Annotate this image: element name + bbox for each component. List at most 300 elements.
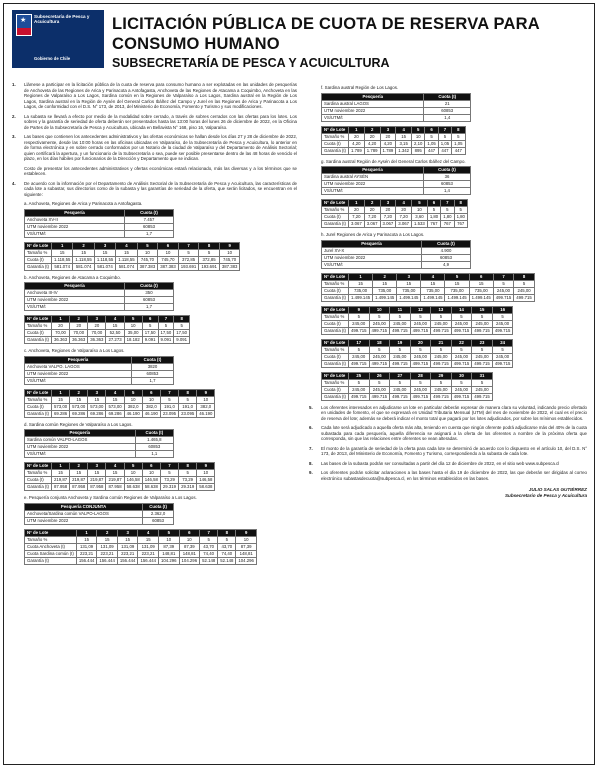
paragraph <box>309 446 587 457</box>
lot-cell: 5 <box>369 313 390 320</box>
lot-header-cell: N° de Lote <box>322 126 349 133</box>
lot-cell: 1,80 <box>441 214 454 221</box>
lot-cell: 245,00 <box>472 353 493 360</box>
info-header-cell: Pesquería <box>322 167 424 174</box>
lot-cell: 15 <box>106 323 124 330</box>
info-row <box>25 377 174 384</box>
info-header-row <box>25 209 174 216</box>
lot-header-cell: 2 <box>373 273 397 280</box>
lot-cell: 20 <box>88 323 106 330</box>
lot-cell: Tamaño % <box>322 346 349 353</box>
lot-cell: 223,21 <box>138 550 159 557</box>
lot-cell: 9.091 <box>174 337 190 344</box>
fishery-info-table <box>24 209 174 238</box>
info-cell: 1,7 <box>125 230 174 237</box>
lot-cell: 245,00 <box>348 320 369 327</box>
info-cell: 60853 <box>423 181 470 188</box>
lot-cell: 499.715 <box>390 393 411 400</box>
info-cell: Sardina austral AYSÉN <box>322 174 424 181</box>
lot-header-cell: 9 <box>348 306 369 313</box>
lot-cell: 36.363 <box>88 337 106 344</box>
document-header <box>112 14 582 70</box>
info-cell: UTM noviembre 2022 <box>25 370 132 377</box>
info-cell: 1,1 <box>135 451 173 458</box>
info-cell: VS/UTM/t <box>322 261 422 268</box>
info-cell: 60853 <box>131 370 173 377</box>
lot-cell: 193.691 <box>178 263 199 270</box>
lot-cell: 735,00 <box>373 287 397 294</box>
lot-header-cell: 4 <box>396 126 412 133</box>
lot-header-cell: 4 <box>396 200 412 207</box>
lot-cell: 20 <box>380 133 396 140</box>
lot-header-cell: 24 <box>492 339 513 346</box>
table-row <box>322 207 468 214</box>
lot-cell: 87.958 <box>51 484 69 491</box>
table-row <box>322 214 468 221</box>
lot-header-row <box>322 273 535 280</box>
section-label: h. Jurel Regiones de Arica y Parinacota a Los Lagos. <box>321 232 425 237</box>
lot-cell: 87.958 <box>106 484 124 491</box>
lot-header-cell: 17 <box>348 339 369 346</box>
lot-cell: 1.118,55 <box>73 256 94 263</box>
info-cell: UTM noviembre 2022 <box>322 181 424 188</box>
lot-cell: 5 <box>410 313 431 320</box>
info-cell: 60853 <box>125 223 174 230</box>
lot-header-cell: N° de Lote <box>25 463 52 470</box>
lot-cell: 5 <box>472 379 493 386</box>
lot-cell: 219,87 <box>51 477 69 484</box>
lot-header-row <box>25 529 257 536</box>
lot-cell: 499.715 <box>348 360 369 367</box>
table-row <box>25 557 257 564</box>
lot-cell: Cuota Sardina común (t) <box>25 550 77 557</box>
lot-cell: 499.715 <box>493 294 514 301</box>
lot-cell: 3.067 <box>380 221 396 228</box>
lot-cell: 499.715 <box>369 393 390 400</box>
lot-cell: 36.363 <box>51 337 69 344</box>
lot-cell: 1.499.145 <box>445 294 469 301</box>
table-row <box>322 280 535 287</box>
info-cell: Anchoveta III-IV <box>25 290 125 297</box>
lot-cell: Tamaño % <box>25 396 52 403</box>
lot-cell: 87.958 <box>70 484 88 491</box>
table-row <box>322 386 493 393</box>
lot-header-cell: 2 <box>70 389 88 396</box>
lot-cell: 223,21 <box>97 550 118 557</box>
paragraph <box>12 82 297 110</box>
table-row <box>322 353 513 360</box>
lot-cell: 499.715 <box>348 327 369 334</box>
lot-cell: Cuota (t) <box>322 287 349 294</box>
lot-cell: 745,70 <box>158 256 179 263</box>
info-header-cell: Cuota (t) <box>125 209 174 216</box>
info-row <box>25 290 174 297</box>
lot-cell: 15 <box>94 249 115 256</box>
lot-cell: 5 <box>514 280 535 287</box>
lot-cell: Garantía (t) <box>25 263 52 270</box>
info-header-row <box>25 503 174 510</box>
info-row <box>25 223 174 230</box>
paragraph <box>12 166 297 177</box>
lot-cell: 23.095 <box>179 410 197 417</box>
lot-cell: 17,50 <box>174 330 190 337</box>
lot-header-cell: 6 <box>142 316 158 323</box>
lot-cell: 69.286 <box>51 410 69 417</box>
info-row <box>25 517 174 524</box>
lot-cell: 70,00 <box>88 330 106 337</box>
lot-cell: 245,00 <box>348 386 369 393</box>
lot-header-cell: 2 <box>70 316 88 323</box>
lot-cell: 10 <box>159 536 180 543</box>
lot-cell: 245,00 <box>492 353 513 360</box>
lot-cell: 10 <box>219 249 240 256</box>
paragraph <box>309 405 587 422</box>
signature-name: JULIO SALAS GUTIÉRREZ <box>528 487 587 492</box>
lot-cell: 17,50 <box>158 330 174 337</box>
lot-cell: 5 <box>451 346 472 353</box>
lot-header-cell: 5 <box>445 273 469 280</box>
lot-cell: 23.095 <box>160 410 178 417</box>
lot-cell: 15 <box>106 470 124 477</box>
info-header-cell: Cuota (t) <box>424 93 471 100</box>
lot-header-cell: 1 <box>348 200 364 207</box>
info-cell: 3820 <box>131 363 173 370</box>
lot-cell: 223,21 <box>117 550 138 557</box>
lot-header-cell: 7 <box>178 242 199 249</box>
lot-cell: 156.444 <box>138 557 159 564</box>
paragraph-text: Llámese a participar en la licitación pública de la cuota de reserva para consumo humano a ser explotadas en las unidades de pesquerías de Anchoveta de las Regiones de Arica y Parinacota a Antofagasta, Anchoveta de las Regiones de Atacama a Coquimbo, Anchoveta en las Regiones de Valparaíso a Los Lagos, Sardina común en la Regiones de Valparaíso a Los Lagos, Sardina austral en la Región de Los Lagos, Sardina austral en la Región de Aysén del General Carlos Ibáñez del Campo y Jurel en las Regiones de Arica y Parinacota a Los Lagos, de conformidad con el D.S. N° 173, de 2013, del Ministerio de Economía, Fomento y Turismo y sus modificaciones. <box>24 82 297 109</box>
lot-header-cell: 1 <box>51 242 72 249</box>
fishery-info-table <box>321 93 471 122</box>
lot-header-cell: 4 <box>421 273 445 280</box>
lot-cell: Garantía (t) <box>322 393 349 400</box>
table-row <box>25 403 215 410</box>
lot-header-cell: 6 <box>469 273 493 280</box>
lot-cell: 5 <box>454 207 467 214</box>
lot-header-cell: 5 <box>159 529 180 536</box>
lot-header-cell: 8 <box>179 463 197 470</box>
info-row <box>25 216 174 223</box>
lot-cell: 581.074 <box>94 263 115 270</box>
info-cell: UTM noviembre 2022 <box>322 107 424 114</box>
lot-header-cell: 25 <box>348 372 369 379</box>
table-row <box>25 330 190 337</box>
lot-cell: Cuota Anchoveta (t) <box>25 543 77 550</box>
signature <box>309 487 587 498</box>
lot-cell: 5 <box>425 133 438 140</box>
fishery-info-table <box>24 356 174 385</box>
lot-header-cell: 7 <box>160 389 178 396</box>
section-label: d. Sardina común Regiones de Valparaíso a Los Lagos. <box>24 421 133 427</box>
lot-header-cell: 1 <box>348 273 372 280</box>
lot-cell: 745,70 <box>219 256 240 263</box>
lot-cell: 156.444 <box>76 557 97 564</box>
lot-cell: 1.533 <box>412 221 428 228</box>
lot-cell: Cuota (t) <box>25 330 52 337</box>
info-row <box>322 188 471 195</box>
info-cell: 60853 <box>125 297 174 304</box>
lot-cell: 5 <box>472 346 493 353</box>
info-cell: VS/UTM/t <box>322 114 424 121</box>
lot-cell: 52.148 <box>200 557 218 564</box>
info-cell: UTM noviembre 2022 <box>25 444 136 451</box>
info-cell: 21 <box>424 100 471 107</box>
lot-header-cell: 8 <box>199 242 220 249</box>
paragraph-text: Los oferentes podrán solicitar aclaraciones a las bases hasta el día 19 de diciembre de 2022, las que deberán ser dirigidas al correo electrónico subastasdecuota@subpesca.cl, en los términos establecidos en las bases. <box>321 470 587 481</box>
lot-cell: 499.715 <box>369 360 390 367</box>
lot-cell: Tamaño % <box>322 133 349 140</box>
lot-header-cell: 1 <box>51 463 69 470</box>
paragraph-text: Las bases de la subasta podrán ser consultadas a partir del día 12 de diciembre de 2022, en el sitio web www.subpesca.cl <box>321 460 560 466</box>
lot-cell: 5 <box>199 249 220 256</box>
lot-cell: 499.715 <box>369 327 390 334</box>
lot-cell: 499.715 <box>410 327 431 334</box>
lot-cell: 131,09 <box>138 543 159 550</box>
lot-header-cell: 3 <box>88 463 106 470</box>
lot-cell: 131,09 <box>117 543 138 550</box>
lot-cell: Garantía (t) <box>322 360 349 367</box>
lot-header-cell: N° de Lote <box>322 200 349 207</box>
lot-header-cell: 28 <box>410 372 431 379</box>
lot-cell: Cuota (t) <box>25 256 52 263</box>
lot-cell: 15 <box>117 536 138 543</box>
lot-cell: 9.091 <box>142 337 158 344</box>
info-cell: 4,9 <box>422 261 471 268</box>
lot-cell: 5 <box>348 379 369 386</box>
lot-header-row <box>25 463 215 470</box>
lot-cell: 735,00 <box>469 287 493 294</box>
lot-header-cell: 9 <box>197 389 215 396</box>
signature-role: Subsecretario de Pesca y Acuicultura <box>504 492 587 498</box>
lot-cell: 1,05 <box>438 140 451 147</box>
lot-cell: 735,00 <box>421 287 445 294</box>
lot-cell: 245,00 <box>369 353 390 360</box>
lot-cell: 58.638 <box>124 484 142 491</box>
paragraph-number <box>12 166 24 177</box>
info-row <box>25 230 174 237</box>
lot-cell: 15 <box>51 396 69 403</box>
lot-header-cell: 8 <box>218 529 236 536</box>
lot-header-cell: 19 <box>390 339 411 346</box>
lot-cell: 4,20 <box>348 140 364 147</box>
lot-cell: 499.715 <box>492 360 513 367</box>
lot-cell: 10 <box>142 396 160 403</box>
lot-header-cell: 2 <box>97 529 118 536</box>
paragraph-number: 1. <box>12 82 16 87</box>
lot-header-cell: N° de Lote <box>322 372 349 379</box>
table-row <box>25 263 240 270</box>
info-cell: VS/UTM/t <box>25 230 125 237</box>
lot-cell: 191,0 <box>179 403 197 410</box>
table-row <box>25 396 215 403</box>
lot-cell: 499.715 <box>410 393 431 400</box>
lot-cell: 767 <box>454 221 467 228</box>
lot-cell: 5 <box>390 313 411 320</box>
lot-cell: 1.789 <box>380 147 396 154</box>
info-cell: UTM noviembre 2022 <box>25 297 125 304</box>
lot-cell: 10 <box>197 396 215 403</box>
lot-cell: 447 <box>438 147 451 154</box>
lot-cell: 5 <box>441 207 454 214</box>
lot-cell: 735,00 <box>348 287 372 294</box>
info-cell: 60853 <box>143 517 174 524</box>
lot-cell: 10 <box>137 249 158 256</box>
lot-header-cell: 30 <box>451 372 472 379</box>
paragraph-text: La subasta se llevará a efecto por medio de la modalidad sobre cerrado, a través de sobres cerrados con las ofertas para los lotes. Los sobres y la garantía de seriedad de oferta deberán ser presentados hasta las 13:00 horas del lunes 26 de diciembre de 2022, en la Oficina de Partes de la Subsecretaría de Pesca y Acuicultura, ubicada en Bellavista N° 168, piso 16, Valparaíso. <box>24 113 297 130</box>
lot-cell: 10 <box>124 323 142 330</box>
info-cell: 60853 <box>422 254 471 261</box>
info-row <box>322 181 471 188</box>
table-row <box>322 287 535 294</box>
lot-cell: 5 <box>160 470 178 477</box>
lot-cell: 5 <box>218 536 236 543</box>
lot-header-cell: 1 <box>51 316 69 323</box>
lot-cell: 219,87 <box>88 477 106 484</box>
info-cell: Sardina común VALPO-LAGOS <box>25 437 136 444</box>
lot-cell: 387.383 <box>219 263 240 270</box>
paragraph <box>12 114 297 131</box>
lot-header-cell: 1 <box>51 389 69 396</box>
lot-cell: 5 <box>493 280 514 287</box>
info-row <box>25 370 174 377</box>
lot-cell: 15 <box>421 280 445 287</box>
table-row <box>25 536 257 543</box>
lot-cell: 5 <box>160 396 178 403</box>
lot-header-cell: 22 <box>451 339 472 346</box>
info-cell: Sardina austral LAGOS <box>322 100 424 107</box>
lot-cell: 5 <box>200 536 218 543</box>
lot-cell: 148,81 <box>236 550 257 557</box>
lot-header-row <box>322 200 468 207</box>
section-label: a. Anchoveta, Regiones de Arica y Parinacota a Antofagasta. <box>24 201 143 206</box>
lot-header-cell: 1 <box>76 529 97 536</box>
lot-cell: 573,00 <box>51 403 69 410</box>
lot-cell: 1,05 <box>452 140 465 147</box>
lot-cell: Tamaño % <box>25 249 52 256</box>
info-cell: 60853 <box>424 107 471 114</box>
lot-cell: 245,00 <box>410 353 431 360</box>
lot-cell: 1.499.145 <box>421 294 445 301</box>
info-cell: 1,7 <box>131 377 173 384</box>
lot-header-cell: 16 <box>492 306 513 313</box>
lot-cell: 7,20 <box>380 214 396 221</box>
table-row <box>25 550 257 557</box>
government-logo <box>12 10 104 68</box>
table-row <box>25 543 257 550</box>
info-header-cell: Cuota (t) <box>125 283 174 290</box>
lot-cell: Tamaño % <box>25 470 52 477</box>
lot-cell: 5 <box>431 346 452 353</box>
lot-header-cell: N° de Lote <box>25 242 52 249</box>
lot-cell: 70,00 <box>70 330 88 337</box>
lot-header-cell: 26 <box>369 372 390 379</box>
lot-header-cell: 12 <box>410 306 431 313</box>
lot-cell: 20 <box>70 323 88 330</box>
lot-cell: 5 <box>410 379 431 386</box>
lot-header-cell: 3 <box>380 200 396 207</box>
lot-cell: 46.190 <box>197 410 215 417</box>
paragraph-text: Las bases que contienen los antecedentes administrativos y las ofertas económicas se hallan desde los días 27 y 28 de diciembre de 2022, respectivamente, desde las 10:00 horas en las oficinas ubicadas en Valparaíso, de la Subsecretaría de Pesca y Acuicultura, lo anterior en de forma electrónica y en sobre cerrado conformados por un Notario de la ciudad de Valparaíso y del Departamento de Análisis Sectorial; quien certificará la apertura, y un funcionario de la Subsecretaría o sea, puede ser posible presentarse dentro de las 48 horas de vencido el plazo, en los días hábiles por funcionarios de la Dirección y Departamento que se indican. <box>24 134 297 161</box>
lot-cell: 7,20 <box>396 214 412 221</box>
lot-cell: 499.715 <box>390 327 411 334</box>
lot-cell: 58.638 <box>197 484 215 491</box>
lot-cell: 10 <box>142 470 160 477</box>
lot-cell: 4,20 <box>364 140 380 147</box>
lot-header-cell: N° de Lote <box>25 389 52 396</box>
paragraph-text: Cada lote será adjudicado a aquella oferta más alta, teniendo en cuenta que ningún oferente podrá adjudicarse más del 40% de la cuota subastada para cada pesquería, aquella diferencia se asignará a la oferta de los oferentes a nombre de la próxima oferta que corresponda, sin que las relaciones entre oferentes se vean alteradas. <box>321 425 587 441</box>
lot-cell: 35,00 <box>124 330 142 337</box>
lot-header-cell: 8 <box>514 273 535 280</box>
lot-cell: 74,40 <box>218 550 236 557</box>
lot-header-cell: 8 <box>174 316 190 323</box>
fishery-info-table <box>321 240 471 269</box>
lot-cell: 148,81 <box>159 550 180 557</box>
lot-cell: 20 <box>364 133 380 140</box>
info-header-cell: Cuota (t) <box>423 167 470 174</box>
lot-header-cell: 3 <box>117 529 138 536</box>
fishery-info-table <box>24 503 174 525</box>
lot-cell: 1.118,55 <box>51 256 72 263</box>
lot-cell: Tamaño % <box>322 207 349 214</box>
table-row <box>25 410 215 417</box>
info-cell: 7.457 <box>125 216 174 223</box>
lot-cell: 15 <box>88 396 106 403</box>
lot-header-cell: 27 <box>390 372 411 379</box>
lot-header-cell: 10 <box>369 306 390 313</box>
lot-cell: 245,00 <box>390 353 411 360</box>
info-header-cell: Pesquería CONJUNTA <box>25 503 143 510</box>
lot-header-cell: 13 <box>431 306 452 313</box>
lot-cell: 223,21 <box>76 550 97 557</box>
lot-cell: 5 <box>492 346 513 353</box>
info-row <box>322 261 471 268</box>
section-label: f. Sardina austral Región de Los Lagos. <box>321 85 399 90</box>
lot-cell: 245,00 <box>410 386 431 393</box>
lot-header-row <box>322 339 513 346</box>
lot-header-cell: 4 <box>106 463 124 470</box>
info-cell: 60853 <box>135 444 173 451</box>
lot-cell: 52,50 <box>106 330 124 337</box>
lot-header-cell: 4 <box>138 529 159 536</box>
lot-cell: 148,81 <box>179 550 200 557</box>
lot-cell: 15 <box>70 396 88 403</box>
lot-cell: Tamaño % <box>322 313 349 320</box>
lot-header-row <box>25 242 240 249</box>
lot-cell: 156.444 <box>117 557 138 564</box>
table-row <box>322 327 513 334</box>
lot-header-cell: 7 <box>441 200 454 207</box>
paragraph-number: 3. <box>12 134 16 139</box>
lot-cell: 5 <box>431 379 452 386</box>
lot-cell: 87,39 <box>179 543 200 550</box>
lot-cell: 15 <box>116 249 137 256</box>
table-row <box>322 133 466 140</box>
lot-cell: 1,80 <box>454 214 467 221</box>
info-header-cell: Pesquería <box>25 209 125 216</box>
info-row <box>25 297 174 304</box>
lot-cell: 10 <box>158 249 179 256</box>
lot-cell: 1.499.145 <box>348 294 372 301</box>
lot-cell: 382,0 <box>197 403 215 410</box>
info-row <box>25 510 174 517</box>
lot-cell: 5 <box>472 313 493 320</box>
lot-cell: 245,00 <box>492 320 513 327</box>
lot-header-cell: 7 <box>200 529 218 536</box>
lot-cell: 5 <box>410 346 431 353</box>
info-header-cell: Cuota (t) <box>143 503 174 510</box>
info-cell: UTM noviembre 2022 <box>322 254 422 261</box>
lot-table <box>321 339 513 368</box>
